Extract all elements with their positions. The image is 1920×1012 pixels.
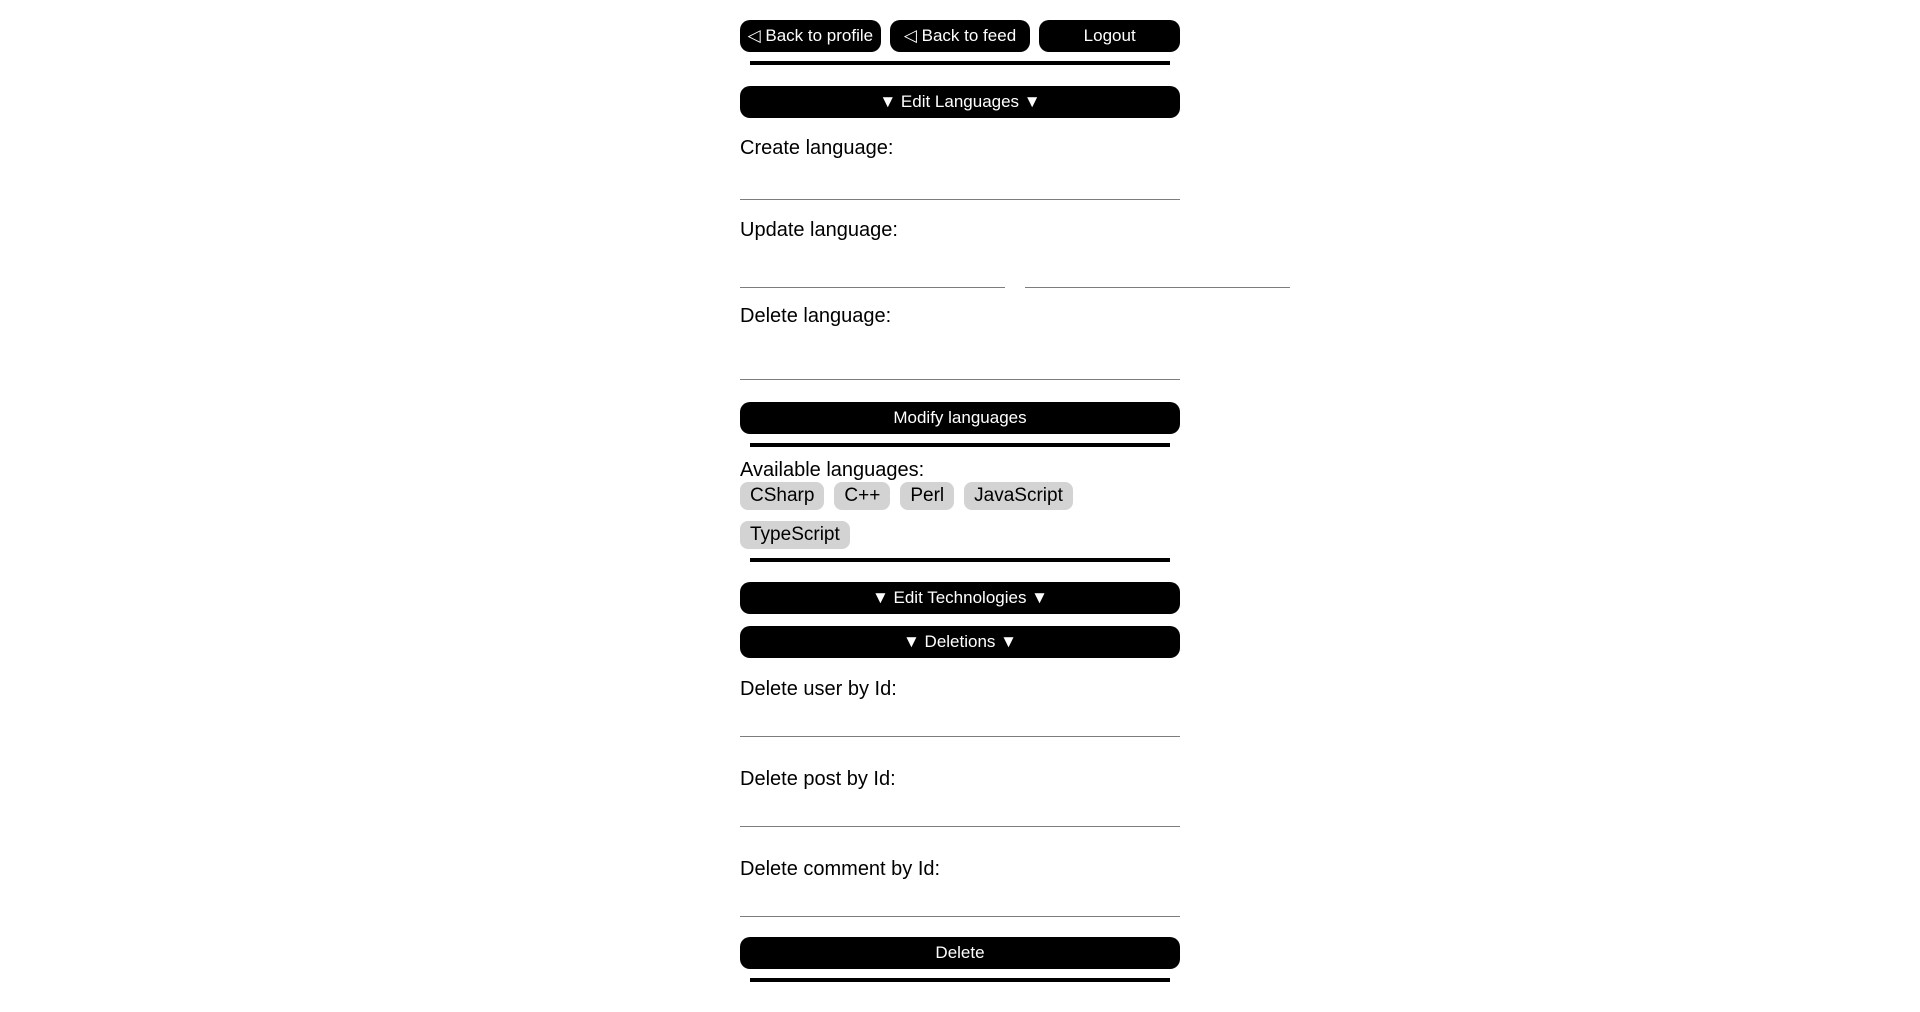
section-divider bbox=[750, 978, 1170, 982]
deletions-toggle[interactable]: ▼ Deletions ▼ bbox=[740, 626, 1180, 658]
language-tag: C++ bbox=[834, 482, 890, 510]
language-tags bbox=[740, 482, 1180, 549]
modify-languages-button[interactable]: Modify languages bbox=[740, 402, 1180, 434]
create-language-label: Create language: bbox=[740, 137, 894, 159]
language-tag: CSharp bbox=[740, 482, 824, 510]
section-divider bbox=[750, 61, 1170, 65]
section-divider bbox=[750, 558, 1170, 562]
delete-post-input[interactable] bbox=[740, 791, 1180, 827]
edit-technologies-toggle[interactable]: ▼ Edit Technologies ▼ bbox=[740, 582, 1180, 614]
top-nav bbox=[740, 20, 1180, 52]
delete-button[interactable]: Delete bbox=[740, 937, 1180, 969]
update-language-name-input[interactable] bbox=[740, 242, 1005, 288]
language-tag: JavaScript bbox=[964, 482, 1073, 510]
update-language-inputs bbox=[740, 242, 1180, 288]
delete-comment-label: Delete comment by Id: bbox=[740, 858, 941, 880]
delete-user-label: Delete user by Id: bbox=[740, 678, 897, 700]
language-tag: TypeScript bbox=[740, 521, 850, 549]
language-tag: Perl bbox=[900, 482, 954, 510]
admin-panel bbox=[740, 0, 1180, 982]
edit-languages-toggle[interactable]: ▼ Edit Languages ▼ bbox=[740, 86, 1180, 118]
back-to-profile-button[interactable]: ◁ Back to profile bbox=[740, 20, 881, 52]
delete-comment-input[interactable] bbox=[740, 881, 1180, 917]
update-language-new-name-input[interactable] bbox=[1025, 242, 1290, 288]
delete-post-label: Delete post by Id: bbox=[740, 768, 896, 790]
logout-button[interactable]: Logout bbox=[1039, 20, 1180, 52]
update-language-label: Update language: bbox=[740, 219, 898, 241]
delete-language-input[interactable] bbox=[740, 328, 1180, 380]
available-languages-label: Available languages: bbox=[740, 459, 925, 481]
back-to-feed-button[interactable]: ◁ Back to feed bbox=[890, 20, 1031, 52]
delete-language-label: Delete language: bbox=[740, 305, 892, 327]
section-divider bbox=[750, 443, 1170, 447]
create-language-input[interactable] bbox=[740, 160, 1180, 200]
delete-user-input[interactable] bbox=[740, 701, 1180, 737]
